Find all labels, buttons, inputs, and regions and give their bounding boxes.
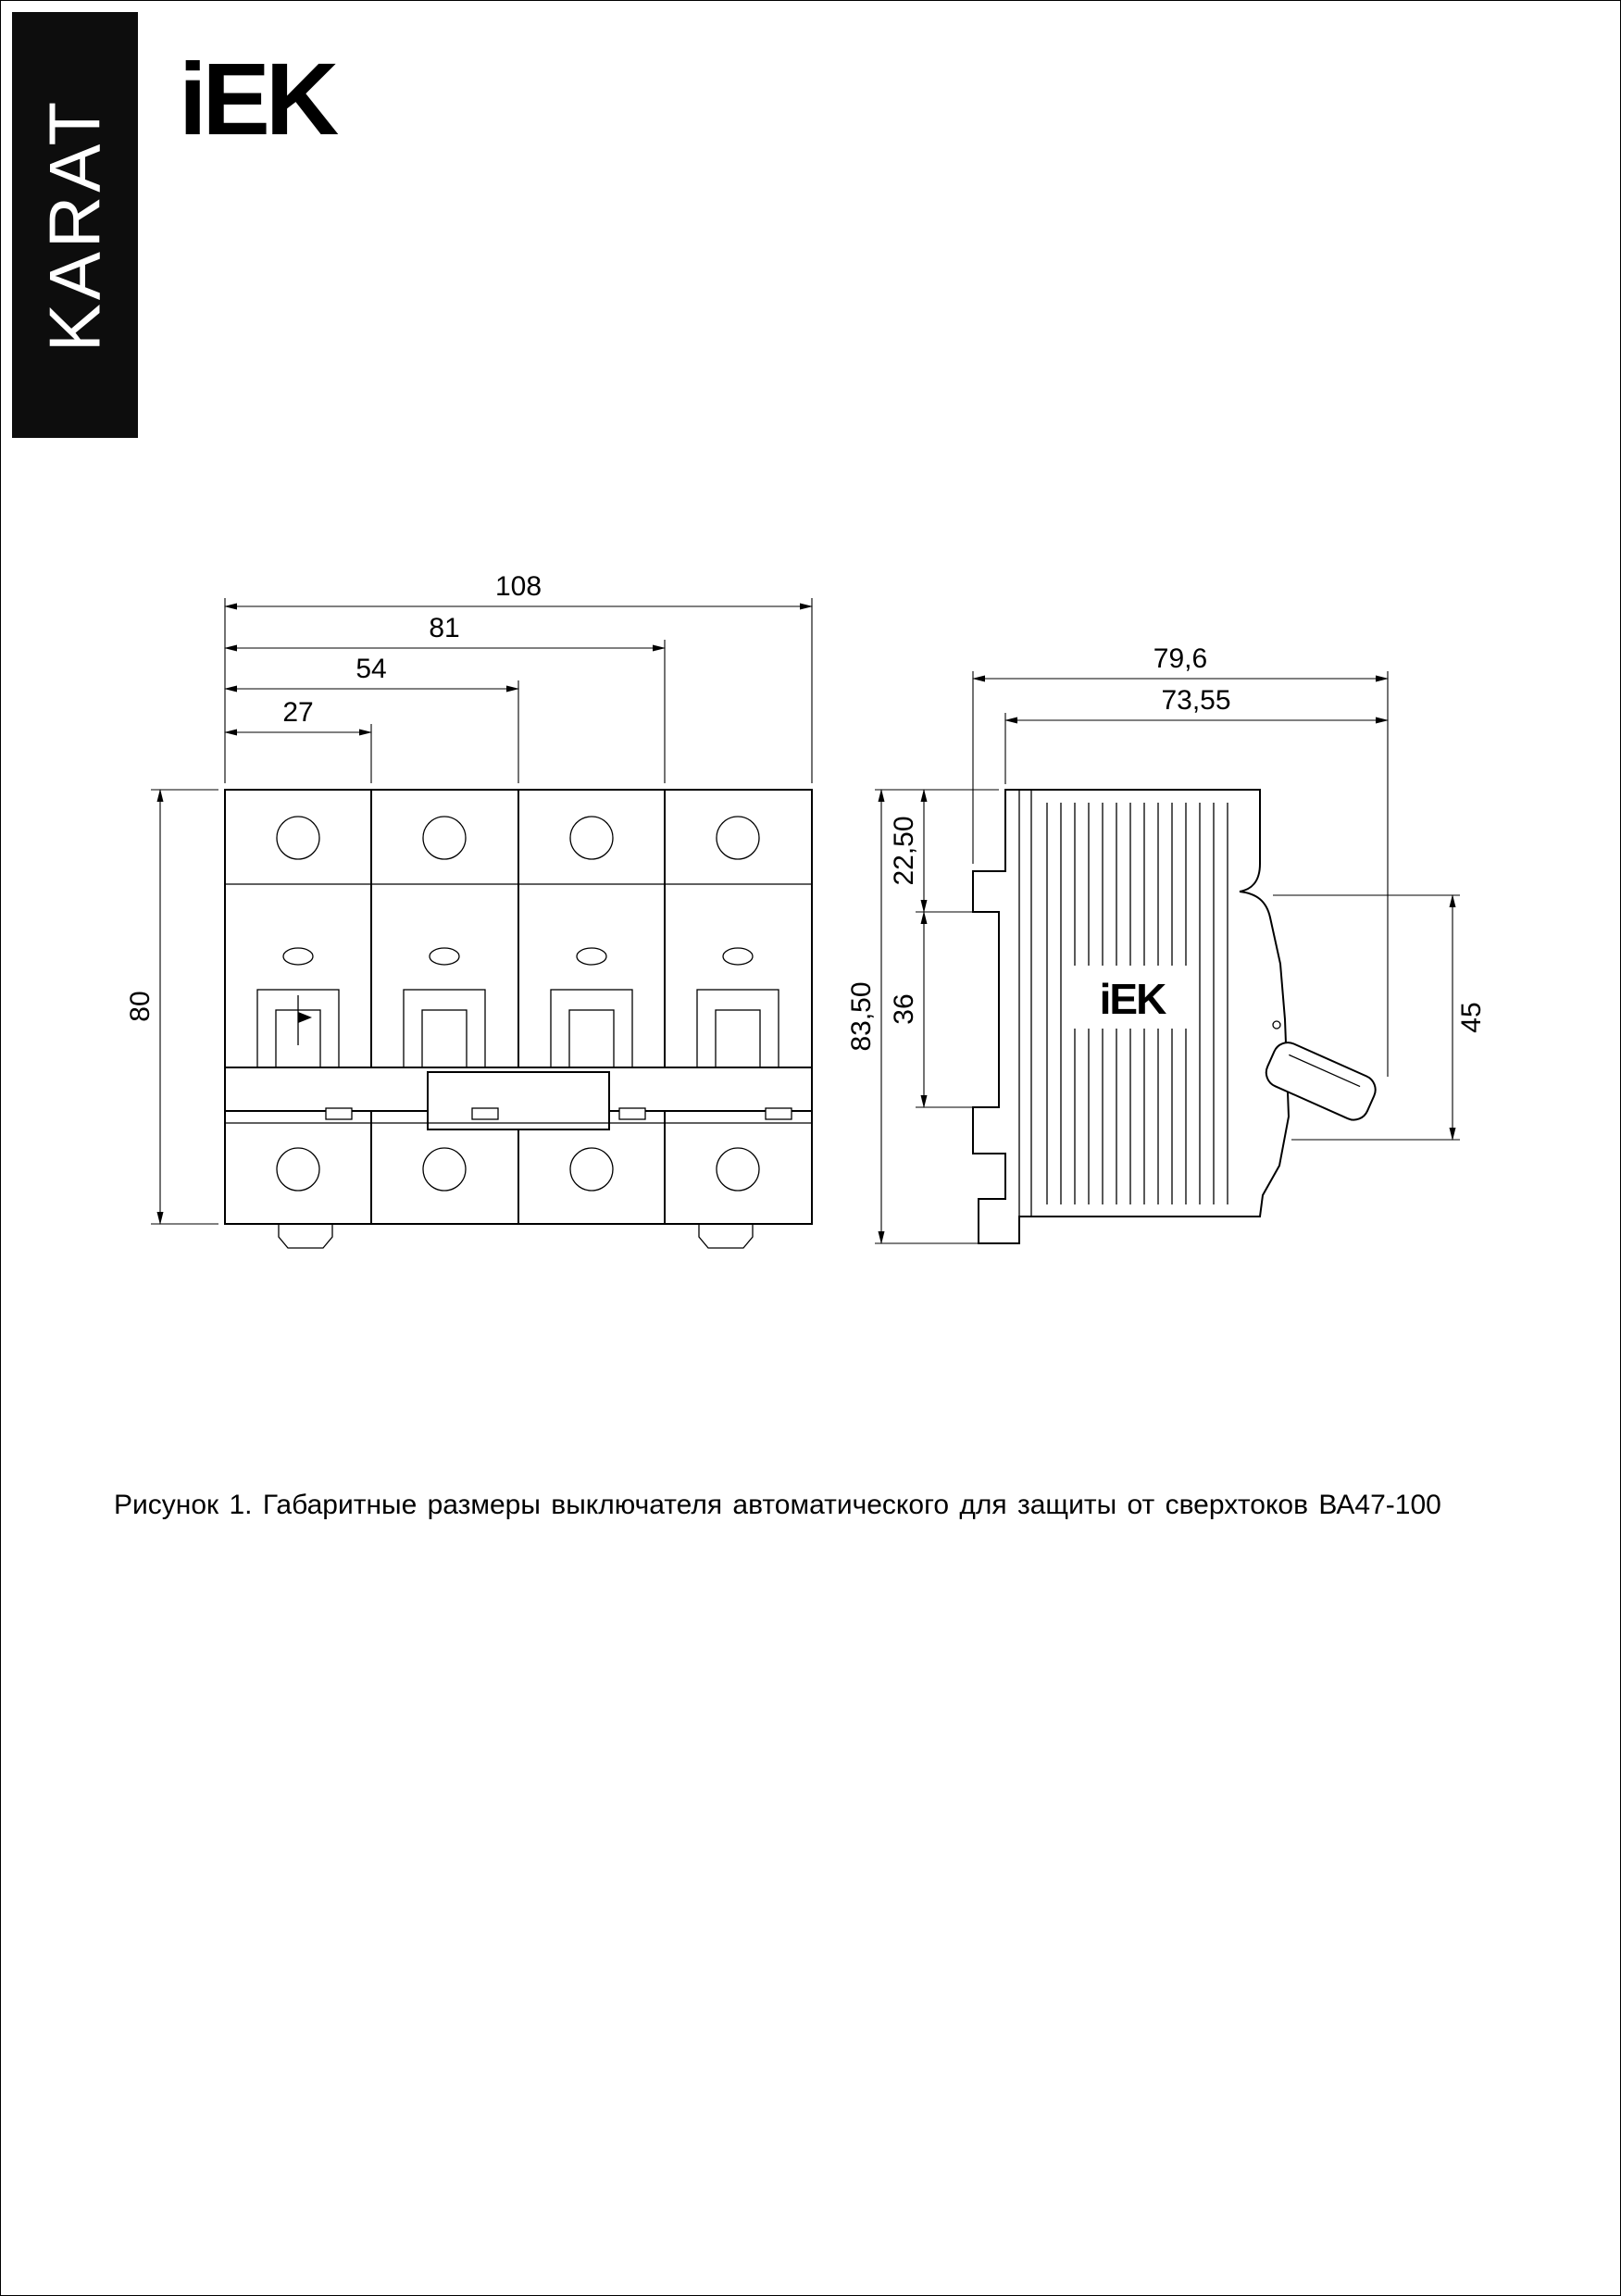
- terminal-screw: [570, 1148, 613, 1191]
- front-view: [225, 790, 812, 1248]
- dim-36-label: 36: [889, 993, 919, 1025]
- dim-45: [1453, 895, 1487, 1140]
- figure-caption: Рисунок 1. Габаритные размеры выключателя автоматического для защиты от сверхтоков ВА47-100: [114, 1490, 1441, 1520]
- din-clip: [699, 1224, 753, 1248]
- tie-bar-pin: [472, 1108, 498, 1119]
- dim-45-label: 45: [1456, 1002, 1487, 1033]
- brand-karat-label: KARAT: [33, 97, 116, 353]
- tie-bar-pin: [619, 1108, 645, 1119]
- dim-36: [889, 912, 924, 1107]
- indicator-window: [283, 948, 313, 965]
- terminal-screw: [717, 817, 759, 859]
- tie-bar-pin: [326, 1108, 352, 1119]
- toggle-housing: [551, 990, 632, 1067]
- side-iek-logo: iEK: [1099, 975, 1166, 1023]
- indicator-window: [577, 948, 606, 965]
- toggle-housing: [404, 990, 485, 1067]
- indicator-window: [723, 948, 753, 965]
- dim-54: [225, 654, 518, 689]
- tie-bar-pin: [766, 1108, 792, 1119]
- din-clip: [279, 1224, 332, 1248]
- iek-logo: iEK: [179, 43, 335, 156]
- indicator-window: [430, 948, 459, 965]
- dim-83-50: [846, 790, 881, 1243]
- dim-54-label: 54: [355, 654, 387, 684]
- dim-80-label: 80: [125, 991, 156, 1022]
- toggle-housing: [257, 990, 339, 1067]
- dim-79-6-label: 79,6: [1153, 643, 1208, 674]
- dim-108-label: 108: [494, 571, 542, 602]
- dim-81: [225, 613, 665, 648]
- dim-80: [125, 790, 160, 1224]
- dim-73-55-label: 73,55: [1161, 685, 1231, 716]
- dim-22-50: [889, 790, 924, 912]
- dim-73-55: [1005, 685, 1388, 720]
- toggle-lever: [1262, 1038, 1380, 1125]
- side-view: [973, 790, 1380, 1243]
- terminal-screw: [277, 1148, 319, 1191]
- dim-27: [225, 697, 371, 732]
- terminal-screw: [423, 1148, 466, 1191]
- face-screw-dot: [1273, 1021, 1280, 1029]
- dimension-drawing: [1, 1, 1621, 2296]
- terminal-screw: [717, 1148, 759, 1191]
- terminal-screw: [277, 817, 319, 859]
- dim-79-6: [973, 643, 1388, 679]
- terminal-screw: [423, 817, 466, 859]
- handle-tie-center: [428, 1072, 609, 1129]
- dim-27-label: 27: [282, 697, 314, 728]
- dim-81-label: 81: [429, 613, 460, 643]
- dim-108: [225, 571, 812, 606]
- dim-83-50-label: 83,50: [846, 981, 877, 1052]
- toggle-housing: [697, 990, 779, 1067]
- terminal-screw: [570, 817, 613, 859]
- dim-22-50-label: 22,50: [889, 816, 919, 886]
- side-view-dimensions: [846, 643, 1487, 1243]
